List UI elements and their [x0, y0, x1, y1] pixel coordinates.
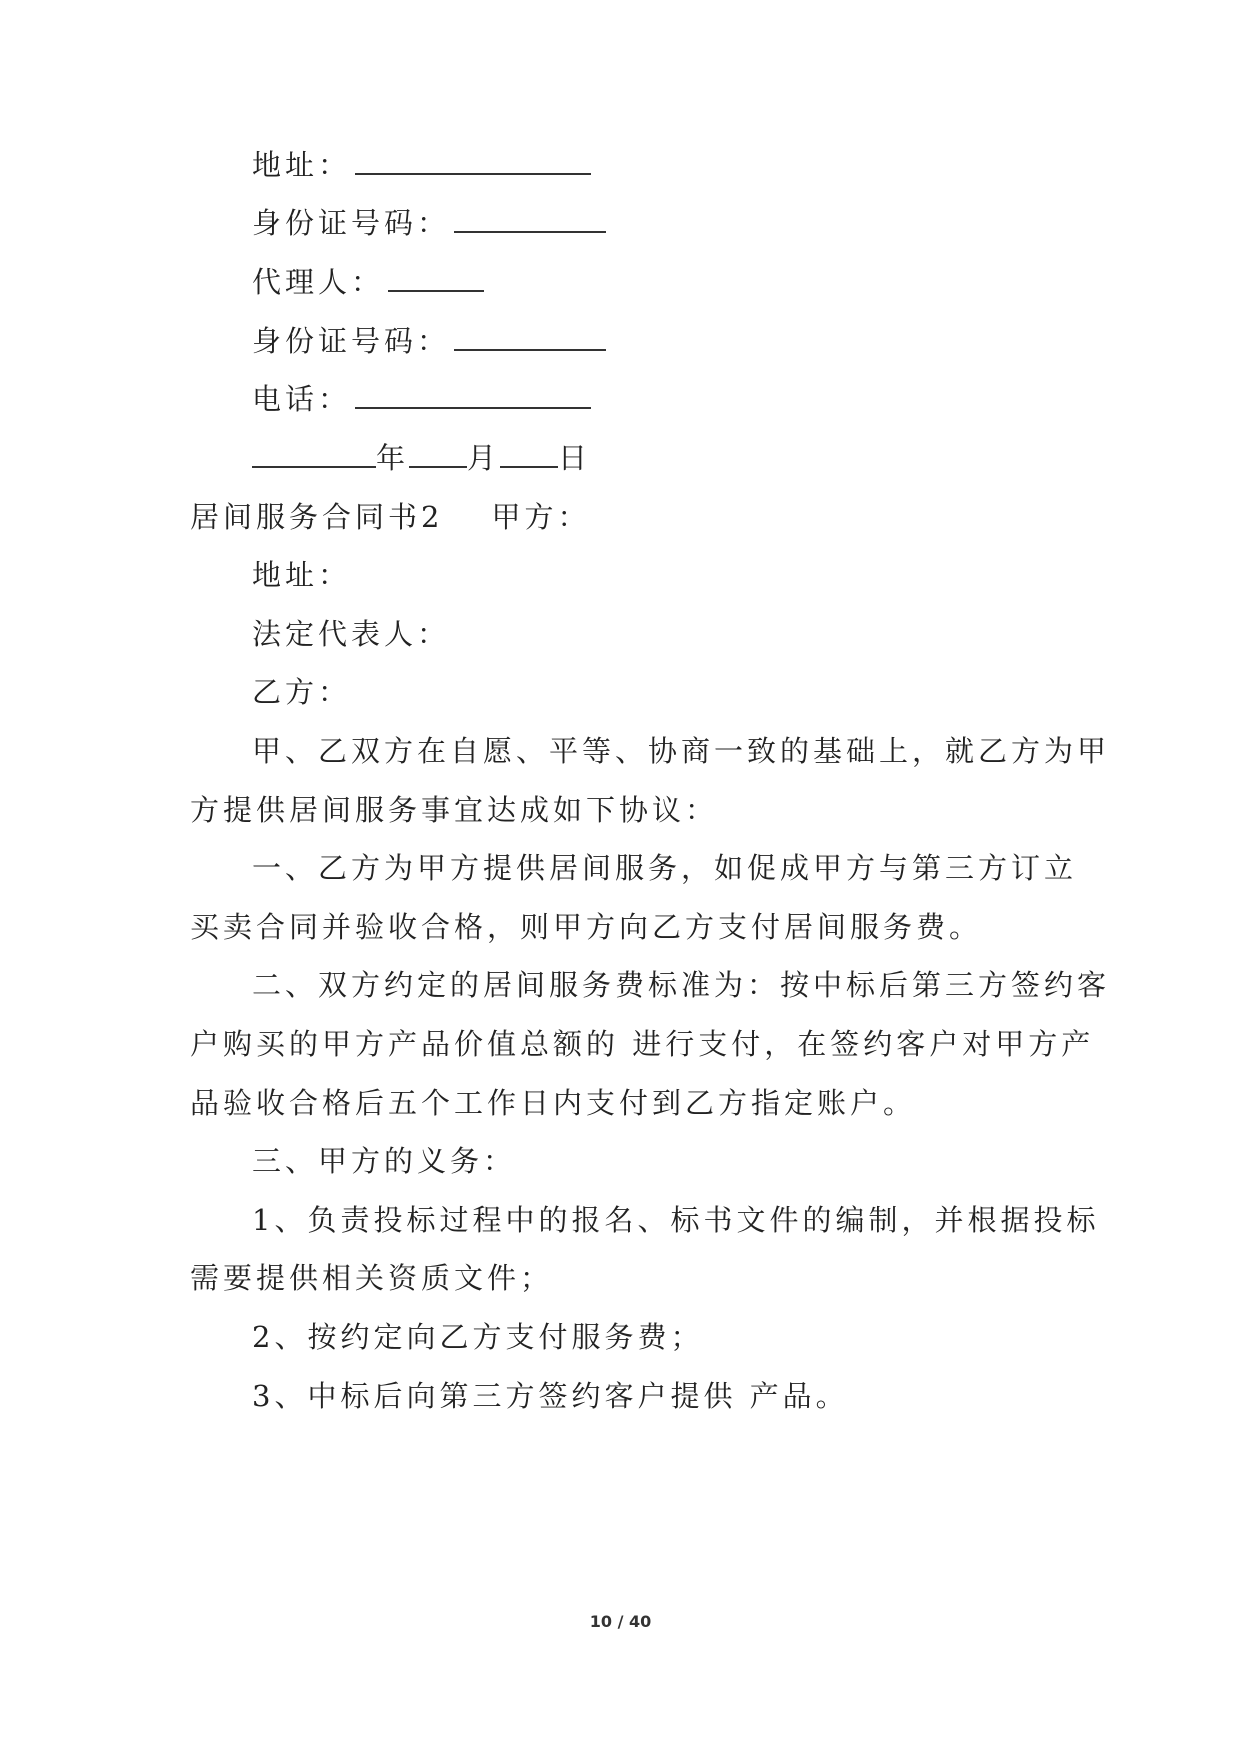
year-blank	[252, 438, 376, 468]
paragraph-5-line-1: 1、负责投标过程中的报名、标书文件的编制，并根据投标	[252, 1203, 1100, 1237]
date-line	[252, 438, 1060, 478]
id-number-line	[252, 203, 1060, 243]
party-a-address-line	[252, 555, 1060, 595]
agent-line	[252, 262, 1060, 302]
paragraph-4: 三、甲方的义务：	[252, 1144, 517, 1178]
id-number-label: 身份证号码：	[252, 206, 451, 240]
paragraph-3-line-1: 二、双方约定的居间服务费标准为：按中标后第三方签约客	[252, 968, 1111, 1002]
paragraph-3-line-2: 户购买的甲方产品价值总额的 进行支付，在签约客户对甲方产	[190, 1027, 1095, 1061]
paragraph-2-line-1: 一、乙方为甲方提供居间服务，如促成甲方与第三方订立	[252, 851, 1078, 885]
paragraph-1-line-2: 方提供居间服务事宜达成如下协议：	[190, 793, 719, 827]
agent-id-label: 身份证号码：	[252, 324, 451, 358]
year-label: 年	[376, 441, 410, 475]
phone-label: 电话：	[252, 382, 352, 416]
party-b-line	[252, 672, 1060, 712]
party-a-label: 甲方：	[491, 500, 591, 534]
id-number-blank	[454, 203, 606, 233]
paragraph-7: 3、中标后向第三方签约客户提供 产品。	[252, 1379, 849, 1413]
agent-blank	[388, 262, 484, 292]
agent-id-line	[252, 321, 1060, 361]
address-blank	[355, 145, 591, 175]
contract-title: 居间服务合同书2	[190, 500, 444, 534]
party-a-address-label: 地址：	[252, 558, 352, 592]
paragraph-2-line-2: 买卖合同并验收合格，则甲方向乙方支付居间服务费。	[190, 910, 983, 944]
day-label: 日	[558, 441, 592, 475]
address-line	[252, 145, 1060, 185]
legal-rep-line	[252, 614, 1060, 654]
month-blank	[409, 438, 467, 468]
page-number: 10 / 40	[589, 1612, 652, 1631]
agent-id-blank	[454, 321, 606, 351]
paragraph-6: 2、按约定向乙方支付服务费；	[252, 1320, 704, 1354]
address-label: 地址：	[252, 148, 352, 182]
phone-blank	[355, 379, 591, 409]
contract-title-line	[190, 497, 1060, 537]
party-b-label: 乙方：	[252, 675, 352, 709]
agent-label: 代理人：	[252, 265, 385, 299]
legal-rep-label: 法定代表人：	[252, 617, 451, 651]
paragraph-1-line-1: 甲、乙双方在自愿、平等、协商一致的基础上，就乙方为甲	[252, 734, 1111, 768]
day-blank	[500, 438, 558, 468]
month-label: 月	[467, 441, 501, 475]
phone-line	[252, 379, 1060, 419]
paragraph-3-line-3: 品验收合格后五个工作日内支付到乙方指定账户。	[190, 1086, 917, 1120]
paragraph-5-line-2: 需要提供相关资质文件；	[190, 1261, 554, 1295]
